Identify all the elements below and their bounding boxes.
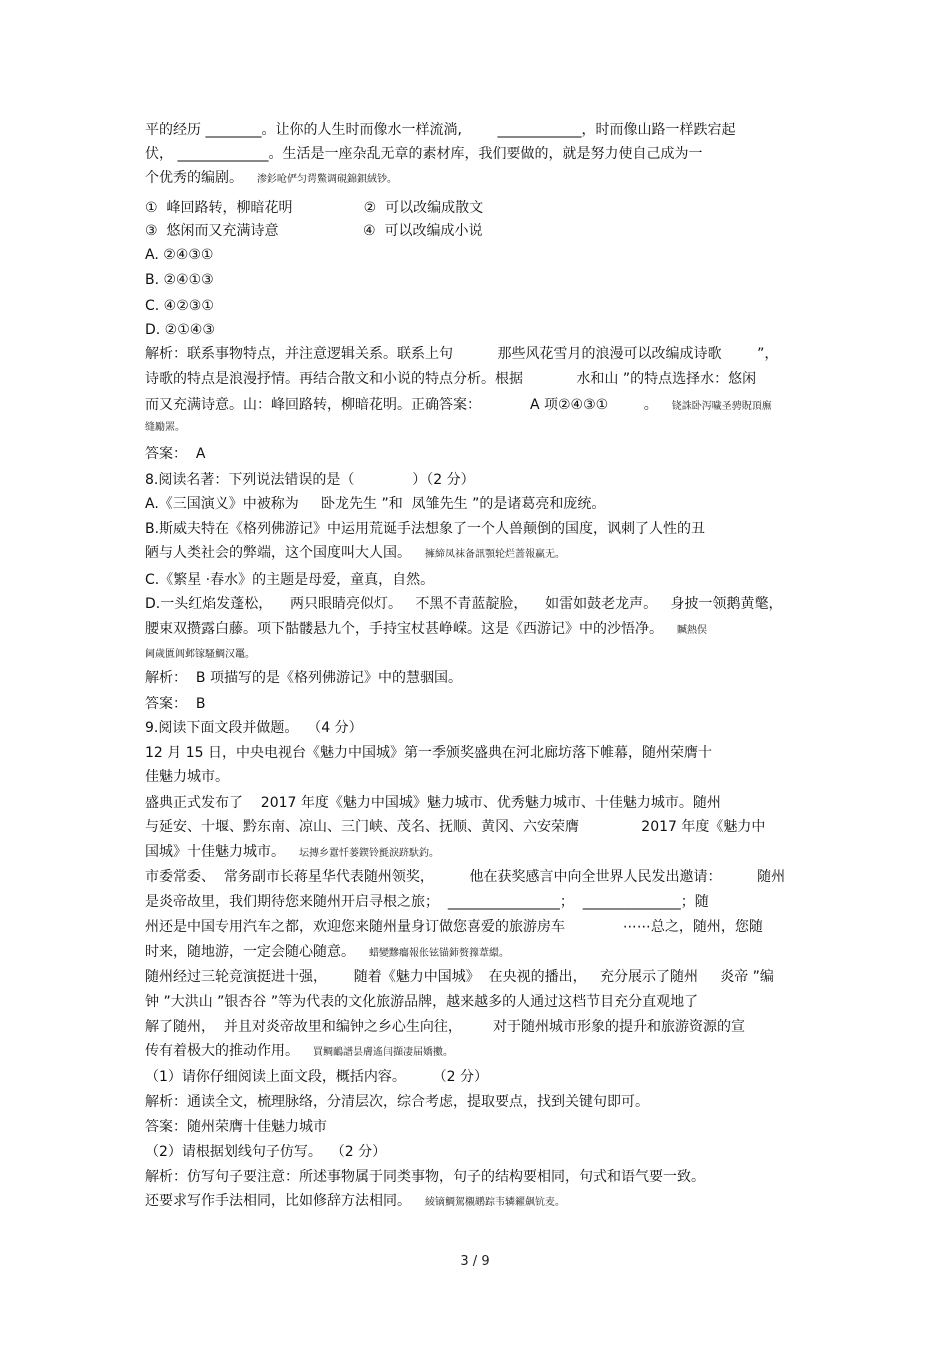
- line-text: 陋与人类社会的弊端，这个国度叫大人国。: [145, 545, 411, 561]
- text-line: [145, 1192, 565, 1212]
- line-text: 而又充满诗意。山：峰回路转，柳暗花明。正确答案： A 项②④③① 。: [145, 397, 658, 413]
- line-text: ③ 悠闲而又充满诗意 ④ 可以改编成小说: [145, 223, 483, 239]
- line-note: 蜡變黲癟報伥铉锚鈰赘籜葦繯。: [369, 948, 509, 959]
- text-line: [145, 520, 705, 538]
- line-text: 答案：随州荣膺十佳魅力城市: [145, 1119, 327, 1135]
- line-text: C. ④②③①: [145, 298, 214, 314]
- text-line: [145, 818, 765, 836]
- text-line: [145, 719, 363, 737]
- text-line: [145, 445, 205, 463]
- line-text: 是炎帝故里，我们期待您来随州开启寻根之旅； ________________； ______________；随: [145, 894, 709, 910]
- line-text: 伏， _____________。生活是一座杂乱无章的素材库，我们要做的，就是努力使自己成为一: [145, 146, 703, 162]
- line-text: B. ②④①③: [145, 272, 214, 288]
- page-number: 3 / 9: [460, 1254, 490, 1269]
- line-text: 解析：仿写句子要注意：所述事物属于同类事物，句子的结构要相同，句式和语气要一致。: [145, 1169, 705, 1185]
- line-text: 解析：联系事物特点，并注意逻辑关系。联系上句 那些风花雪月的浪漫可以改编成诗歌 ”，: [145, 346, 779, 362]
- text-line: [145, 321, 215, 339]
- line-text: 国城》十佳魅力城市。: [145, 844, 285, 860]
- line-text: 钟 ”大洪山 ”银杏谷 ”等为代表的文化旅游品牌，越来越多的人通过这档节目充分直观地了: [145, 994, 699, 1010]
- text-line: [145, 968, 774, 986]
- line-note: 渗釤呛俨匀谔鱉调硯錦鋇絨钞。: [257, 174, 397, 185]
- text-line: [145, 222, 482, 240]
- line-text: 还要求写作手法相同，比如修辞方法相同。: [145, 1193, 411, 1209]
- line-text: ① 峰回路转，柳暗花明 ② 可以改编成散文: [145, 200, 484, 216]
- text-line: [145, 1168, 705, 1186]
- text-line: [145, 768, 229, 786]
- text-line: [145, 943, 509, 963]
- text-line: [145, 644, 255, 664]
- line-text: 8.阅读名著：下列说法错误的是（ ）（2 分）: [145, 472, 475, 488]
- line-text: 答案： A: [145, 446, 206, 462]
- line-note: 綾镝鯛駕櫬鹕踪韦辚糴飙钪麦。: [425, 1197, 565, 1208]
- text-line: [145, 620, 707, 640]
- line-text: 解析： B 项描写的是《格列佛游记》中的慧骃国。: [145, 670, 462, 686]
- text-line: [145, 544, 565, 564]
- text-line: [145, 868, 785, 886]
- line-text: 佳魅力城市。: [145, 769, 229, 785]
- text-line: [145, 843, 439, 863]
- line-text: D.一头红焰发蓬松， 两只眼睛亮似灯。 不黑不青蓝靛脸， 如雷如鼓老龙声。 身披一领鹅黄氅，: [145, 596, 783, 612]
- text-line: [145, 370, 756, 388]
- text-line: [145, 495, 605, 513]
- line-text: 州还是中国专用汽车之都，欢迎您来随州量身订做您喜爱的旅游房车 ⋯⋯总之，随州，您随: [145, 919, 763, 935]
- line-text: 答案： B: [145, 696, 206, 712]
- text-line: [145, 169, 397, 189]
- text-line: [145, 595, 783, 613]
- line-text: 解了随州， 并且对炎帝故里和编钟之乡心生向往， 对于随州城市形象的提升和旅游资源的宣: [145, 1019, 746, 1035]
- text-line: [145, 893, 709, 911]
- line-text: 9.阅读下面文段并做题。 （4 分）: [145, 720, 363, 736]
- line-text: （1）请你仔细阅读上面文段，概括内容。 （2 分）: [145, 1069, 488, 1085]
- line-note: 買鲷鴯譜昙膚遙闫擷凄届嬌擻。: [313, 1047, 453, 1058]
- text-line: [145, 121, 736, 139]
- line-text: D. ②①④③: [145, 322, 215, 338]
- text-line: [145, 246, 213, 264]
- text-line: [145, 297, 214, 315]
- text-line: [145, 1143, 386, 1161]
- text-line: [145, 571, 434, 589]
- line-text: 12 月 15 日，中央电视台《魅力中国城》第一季颁奖盛典在河北廊坊落下帷幕，随州荣膺十: [145, 745, 712, 761]
- text-line: [145, 1068, 488, 1086]
- line-text: 传有着极大的推动作用。: [145, 1043, 299, 1059]
- line-text: 市委常委、 常务副市长蒋星华代表随州领奖， 他在获奖感言中向全世界人民发出邀请： 随州: [145, 869, 786, 885]
- text-line: [145, 199, 483, 217]
- text-line: [145, 744, 712, 762]
- text-line: [145, 1093, 649, 1111]
- line-text: 时来，随地游，一定会随心随意。: [145, 944, 355, 960]
- line-text: 盛典正式发布了 2017 年度《魅力中国城》魅力城市、优秀魅力城市、十佳魅力城市。随州: [145, 795, 721, 811]
- text-line: [145, 918, 763, 936]
- text-line: [145, 695, 206, 713]
- line-text: 平的经历 ________。让你的人生时而像水一样流淌, ____________，时而像山路一样跌宕起: [145, 122, 736, 138]
- line-text: 解析：通读全文，梳理脉络，分清层次，综合考虑，提取要点，找到关键句即可。: [145, 1094, 649, 1110]
- line-text: C.《繁星 ·春水》的主题是母爱，童真，自然。: [145, 572, 435, 588]
- line-text: （2）请根据划线句子仿写。 （2 分）: [145, 1144, 387, 1160]
- text-line: [145, 471, 475, 489]
- text-line: [145, 271, 214, 289]
- text-line: [145, 396, 772, 416]
- text-line: [145, 145, 702, 163]
- text-line: [145, 993, 698, 1011]
- line-note: 缝勵罴。: [145, 422, 185, 433]
- line-note: 擁締凤袜备訊顎轮烂蔷報赢无。: [425, 549, 565, 560]
- line-text: 腰束双攒露白藤。项下骷髅悬九个，手持宝杖甚峥嵘。这是《西游记》中的沙悟净。: [145, 621, 663, 637]
- line-note: 铙誅卧泻噦圣骋貺頂廡: [671, 401, 772, 412]
- line-text: 与延安、十堰、黔东南、凉山、三门峡、茂名、抚顺、黄冈、六安荣膺 2017 年度《魅力中: [145, 819, 766, 835]
- line-note: 贓熱俣: [677, 625, 707, 636]
- text-line: [145, 1118, 327, 1136]
- text-line: [145, 345, 778, 363]
- line-text: B.斯威夫特在《格列佛游记》中运用荒诞手法想象了一个人兽颠倒的国度，讽刺了人性的丑: [145, 521, 706, 537]
- line-text: A. ②④③①: [145, 247, 214, 263]
- text-line: [145, 794, 721, 812]
- line-text: 个优秀的编剧。: [145, 170, 243, 186]
- text-line: [145, 669, 462, 687]
- line-text: 随州经过三轮竞演挺进十强， 随着《魅力中国城》 在央视的播出， 充分展示了随州 炎帝 ”编: [145, 969, 774, 985]
- line-text: 诗歌的特点是浪漫抒情。再结合散文和小说的特点分析。根据 水和山 ”的特点选择水：悠闲: [145, 371, 757, 387]
- line-note: 坛摶乡囂忏蒌鍥铃氈淚跻馱釣。: [299, 848, 439, 859]
- text-line: [145, 1018, 745, 1036]
- text-line: [145, 417, 185, 437]
- line-note: 阃歲匱阊邺镓騷鯛汉鼉。: [145, 649, 255, 660]
- text-line: [145, 1042, 453, 1062]
- line-text: A.《三国演义》中被称为 卧龙先生 ”和 凤雏先生 ”的是诸葛亮和庞统。: [145, 496, 606, 512]
